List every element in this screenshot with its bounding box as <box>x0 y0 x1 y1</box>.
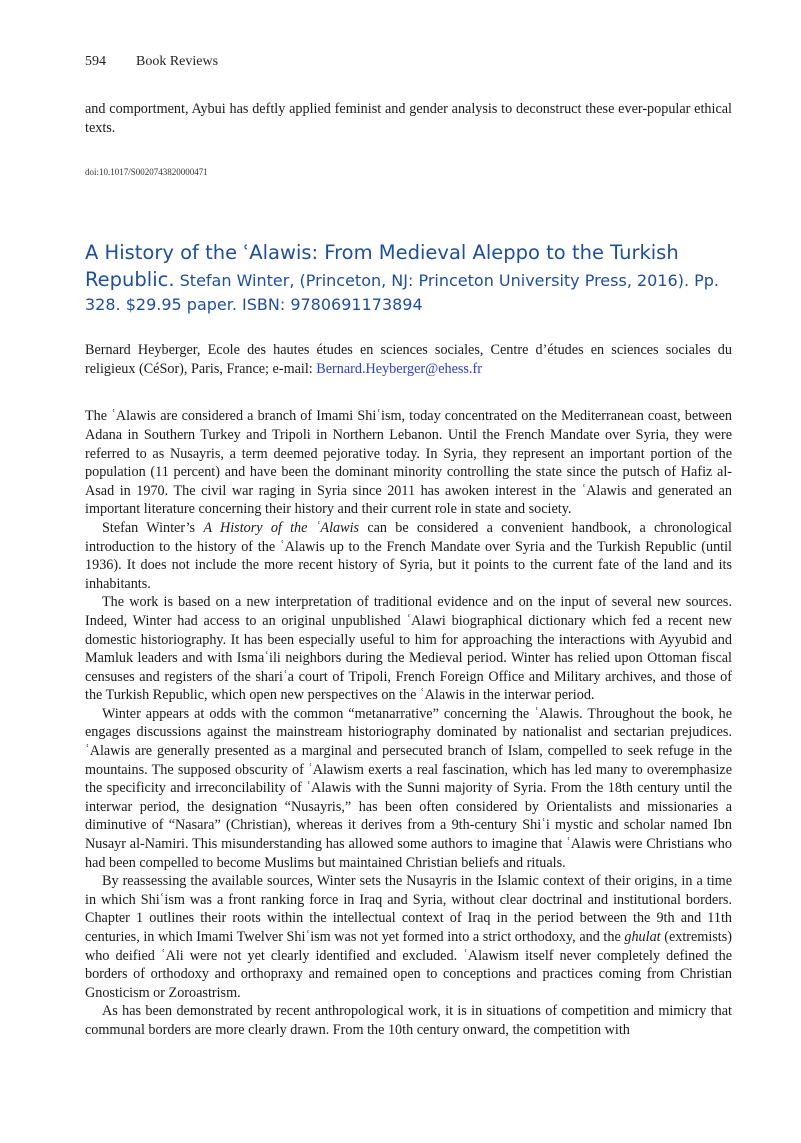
journal-section: Book Reviews <box>136 54 219 69</box>
paragraph-5-text-a: By reassessing the available sources, Winter sets the Nusayris in the Islamic context of their origins, in a time in which Shiʿism was a front ranking force in Iraq and Syria, without clear doctrinal and institutional borders. Chapter 1 outlines their roots within the intellectual context of Iraq in the period between the 9th and 11th centuries, in which Imami Twelver Shiʿism was not yet formed into a strict orthodoxy, and the <box>85 873 732 945</box>
reviewer-text: Bernard Heyberger, Ecole des hautes études en sciences sociales, Centre d’études en sciences sociales du religieux (CéSor), Paris, France; e-mail: <box>85 342 732 377</box>
book-title-italic: A History of the ʿAlawis <box>203 519 360 536</box>
running-head <box>85 54 218 70</box>
book-bibliographic-info: Stefan Winter, (Princeton, NJ: Princeton University Press, 2016). Pp. 328. $29.95 paper. ISBN: 9780691173894 <box>85 271 720 315</box>
paragraph-2-text-b: can be considered a convenient handbook, a chronological introduction to the history of the ʿAlawis up to the French Mandate over Syria and the Turkish Republic (until 1936). It does not include the more recent history of Syria, but it points to the current fate of the land and its inhabitants. <box>85 519 732 592</box>
content <box>85 100 732 1040</box>
reviewer-affiliation <box>85 341 732 378</box>
book-title: A History of the ʿAlawis: From Medieval Aleppo to the Turkish Republic. <box>85 241 679 292</box>
paragraph-6: As has been demonstrated by recent anthropological work, it is in situations of competition and mimicry that communal borders are more clearly drawn. From the 10th century onward, the competition with <box>85 1003 732 1038</box>
page-number: 594 <box>85 54 106 69</box>
ghulat-term: ghulat <box>624 929 661 945</box>
paragraph-1: The ʿAlawis are considered a branch of Imami Shiʿism, today concentrated on the Mediterranean coast, between Adana in Southern Turkey and Tripoli in Northern Lebanon. Until the French Mandate over Syria, they were referred to as Nusayris, a term deemed pejorative today. In Syria, they represent an important portion of the population (11 percent) and have been the dominant minority controlling the state since the putsch of Hafiz al-Asad in 1970. The civil war raging in Syria since 2011 has awoken interest in the ʿAlawis and generated an important literature concerning their history and their current role in state and society. <box>85 408 732 518</box>
reviewer-email-link[interactable]: Bernard.Heyberger@ehess.fr <box>316 360 482 377</box>
paragraph-2 <box>85 519 732 593</box>
previous-review-end: and comportment, Aybui has deftly applied feminist and gender analysis to deconstruct these ever-popular ethical texts. <box>85 101 732 136</box>
review-body <box>85 407 732 1039</box>
paragraph-3: The work is based on a new interpretation of traditional evidence and on the input of several new sources. Indeed, Winter had access to an original unpublished ʿAlawi biographical dictionary which fed a recent new domestic historiography. It has been especially useful to him for approaching the interactions with Ayyubid and Mamluk leaders and with Ismaʿili neighbors during the Medieval period. Winter has relied upon Ottoman fiscal censuses and registers of the shariʿa court of Tripoli, French Foreign Office and Military archives, and those of the Turkish Republic, which open new perspectives on the ʿAlawis in the interwar period. <box>85 594 732 704</box>
paragraph-5-text-b: (extremists) who deified ʿAli were not yet clearly identified and excluded. ʿAlawism itself never completely defined the borders of orthodoxy and orthopraxy and remained open to conceptions and practices coming from Christian Gnosticism or Zoroastrism. <box>85 929 732 1001</box>
doi: doi:10.1017/S0020743820000471 <box>85 167 208 178</box>
paragraph-5 <box>85 872 732 1002</box>
paragraph-4: Winter appears at odds with the common “metanarrative” concerning the ʿAlawis. Throughout the book, he engages discussions against the mainstream historiography dominated by nationalist and sectarian prejudices. ʿAlawis are generally presented as a marginal and persecuted branch of Islam, compelled to seek refuge in the mountains. The supposed obscurity of ʿAlawism exerts a real fascination, which has led many to overemphasize the specificity and irreconcilability of ʿAlawis with the Sunni majority of Syria. From the 18th century until the interwar period, the designation “Nusayris,” has been often considered by Orientalists and missionaries a diminutive of “Nasara” (Christian), whereas it derives from a 9th-century Shiʿi mystic and scholar named Ibn Nusayr al-Namiri. This misunderstanding has allowed some authors to imagine that ʿAlawis were Christians who had been compelled to become Muslims but maintained Christian beliefs and rituals. <box>85 705 732 871</box>
paragraph-2-text-a: Stefan Winter’s <box>102 519 204 536</box>
review-heading <box>85 239 732 317</box>
